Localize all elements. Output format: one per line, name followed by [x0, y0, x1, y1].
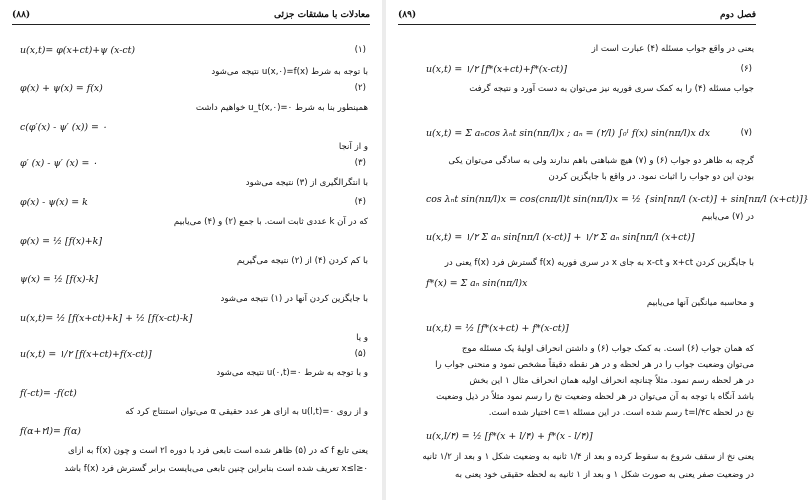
right-header-title: فصل دوم: [720, 10, 756, 20]
text-line: گرچه به ظاهر دو جواب (۶) و (۷) هیچ شباهتی باهم ندارند ولی به سادگی می‌توان یکی: [448, 156, 754, 166]
right-page: [386, 0, 809, 500]
equation-line: φ(x) = ½ [f(x)+k]: [20, 236, 102, 247]
text-line: در (۷) می‌یابیم: [701, 212, 754, 222]
equation-number: (۱): [354, 45, 366, 55]
equation-number: (۷): [740, 128, 752, 138]
text-line: در وضعیت صفر یعنی به صورت شکل ۱ و بعد از ۱ ثانیه به لحظه حقیقی خود یعنی به: [455, 470, 754, 480]
equation-line: f(-ct)= -f(ct): [20, 388, 77, 399]
text-line: با توجه به شرط u(x,۰)=f(x) نتیجه می‌شود: [211, 67, 368, 77]
equation-line: c(φ′(x) - ψ′ (x)) = ۰: [20, 122, 107, 133]
left-header-page-number: (۸۸): [12, 10, 31, 20]
text-line: بودن این دو جواب را اثبات نمود. در واقع با جایگزین کردن: [548, 172, 754, 182]
equation-line: φ′ (x) - ψ′ (x) = ۰: [20, 158, 98, 169]
equation-line: ψ(x) = ½ [f(x)-k]: [20, 274, 99, 285]
equation-line: φ(x) - ψ(x) = k: [20, 197, 88, 208]
equation-line: f(α+۲l)= f(α): [20, 426, 81, 437]
equation-line: u(x,t) = Σ aₙcos λₙt sin(nπ/l)x ; aₙ = (۲/l) ∫₀ˡ f(x) sin(nπ/l)x dx: [426, 128, 711, 139]
left-page: [0, 0, 382, 500]
text-line: و از روی u(l,t)=۰ به ازای هر عدد حقیقی α می‌توان استنتاج کرد که: [125, 407, 368, 417]
equation-line: u(x,t) = ۱/۲ [f(x+ct)+f(x-ct)]: [20, 349, 152, 360]
equation-line: u(x,l/۴) = ½ [f*(x + l/۴) + f*(x - l/۴)]: [426, 431, 593, 442]
equation-line: u(x,t) = ۱/۲ [f*(x+ct)+f*(x-ct)]: [426, 64, 567, 75]
text-line: همینطور بنا به شرط u_t(x,۰)=۰ خواهیم داشت: [195, 103, 368, 113]
text-line: یعنی تابع f که در (۵) ظاهر شده است تابعی فرد با دوره ۲l است و چون f(x) به ازای: [68, 446, 368, 456]
text-line: با کم کردن (۴) از (۲) نتیجه می‌گیریم: [236, 256, 368, 266]
equation-number: (۳): [354, 158, 366, 168]
text-line: باشد آنگاه با توجه به آن می‌توان در هر لحظه وضعیت نخ را رسم نمود مثلاً در ذیل وضعیت: [436, 392, 754, 402]
text-line: و با توجه به شرط u(۰,t)=۰ نتیجه می‌شود: [216, 368, 368, 378]
right-header-page-number: (۸۹): [398, 10, 417, 20]
text-line: نخ در لحظه t=l/۴c رسم شده است. در این مسئله c=۱ اختیار شده است.: [488, 408, 754, 418]
text-line: و محاسبه میانگین آنها می‌یابیم: [646, 298, 754, 308]
equation-number: (۴): [354, 197, 366, 207]
text-line: در هر لحظه رسم نمود. مثلاً چنانچه انحراف اولیه همان انحراف مثال ۱ این بخش: [469, 376, 754, 386]
left-header-title: معادلات با مشتقات جزئی: [273, 10, 370, 20]
text-line: ۰≤x≤l تعریف شده است بنابراین چنین تابعی می‌بایست برابر گسترش فرد f(x) باشد: [64, 464, 368, 474]
equation-number: (۵): [354, 349, 366, 359]
text-line: جواب مسئله (۴) را به کمک سری فوریه نیز می‌توان به دست آورد و نتیجه گرفت: [469, 84, 754, 94]
right-page-header: [398, 8, 756, 25]
equation-line: φ(x) + ψ(x) = f(x): [20, 83, 103, 94]
equation-number: (۶): [740, 64, 752, 74]
equation-line: u(x,t) = ½ [f*(x+ct) + f*(x-ct)]: [426, 323, 569, 334]
text-line: با جایگزین کردن آنها در (۱) نتیجه می‌شود: [220, 294, 368, 304]
equation-line: f*(x) = Σ aₙ sin(nπ/l)x: [426, 278, 528, 289]
equation-line: u(x,t)= ½ [f(x+ct)+k] + ½ [f(x-ct)-k]: [20, 313, 193, 324]
left-page-header: [12, 8, 370, 25]
text-line: با انتگرالگیری از (۳) نتیجه می‌شود: [245, 178, 368, 188]
text-line: یعنی نخ از سقف شروع به سقوط کرده و بعد از ۱/۴ ثانیه به وضعیت شکل ۱ و بعد از ۱/۲ ثانیه: [422, 452, 754, 462]
text-line: یعنی در واقع جواب مسئله (۴) عبارت است از: [591, 44, 754, 54]
equation-line: u(x,t)= φ(x+ct)+ψ (x-ct): [20, 45, 136, 56]
text-line: و یا: [356, 333, 368, 343]
text-line: که همان جواب (۶) است. به کمک جواب (۶) و داشتن انحراف اولیهٔ یک مسئله موج: [461, 344, 754, 354]
text-line: می‌توان وضعیت جواب را در هر لحظه و در هر نقطه دقیقاً مشخص نمود و منحنی جواب را: [435, 360, 754, 370]
text-line: که در آن k عددی ثابت است. با جمع (۲) و (۴) می‌یابیم: [173, 217, 368, 227]
equation-line: u(x,t) = ۱/۲ Σ aₙ sin[nπ/l (x-ct)] + ۱/۲ Σ aₙ sin[nπ/l (x+ct)]: [426, 232, 695, 243]
equation-number: (۲): [354, 83, 366, 93]
text-line: و از آنجا: [338, 142, 368, 152]
equation-line: cos λₙt sin(nπ/l)x = cos(cnπ/l)t sin(nπ/l)x = ½ {sin[nπ/l (x-ct)] + sin[nπ/l (x+ct)]}: [426, 194, 809, 205]
text-line: با جایگزین کردن x+ct و x-ct به جای x در سری فوریه f(x) گسترش فرد f(x) یعنی در: [444, 258, 754, 268]
